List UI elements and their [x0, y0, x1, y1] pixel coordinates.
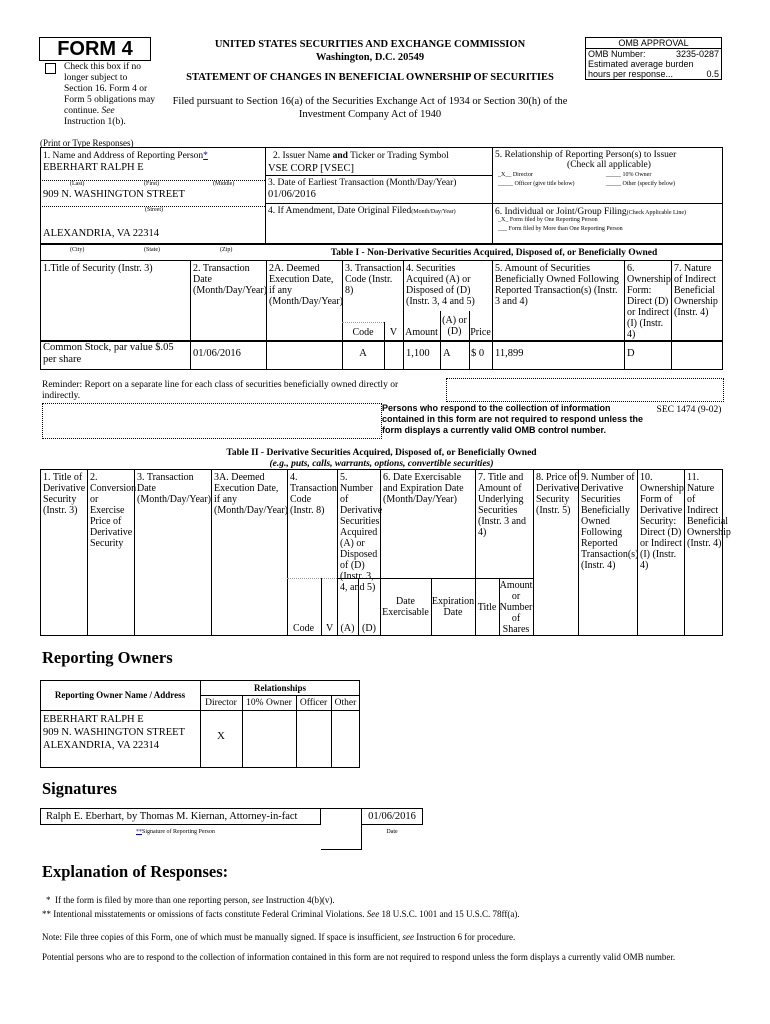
form-title: FORM 4: [39, 37, 151, 61]
t2-h7: 7. Title and Amount of Underlying Securities (Instr. 3 and 4): [478, 472, 527, 538]
t1-h6: 6. Ownership Form: Direct (D) or Indirect (I) (Instr. 4): [627, 263, 671, 340]
city-label: (City): [70, 247, 85, 253]
t2-sub-exer: Date Exercisable: [382, 596, 429, 618]
box2-label: 2. Issuer Name and Ticker or Trading Symbol: [273, 151, 449, 161]
explanation-note-2: ** Intentional misstatements or omissions of facts constitute Federal Criminal Violations. See 18 U.S.C. 1001 and 15 U.S.C. 78ff(a).: [42, 909, 520, 919]
t2-h4: 4. Transaction Code (Instr. 8): [290, 472, 337, 516]
t1-h1: 1.Title of Security (Instr. 3): [43, 263, 153, 274]
t1-h2: 2. Transaction Date (Month/Day/Year): [193, 263, 267, 296]
street-label: (Street): [145, 207, 163, 213]
omb-approval-box: [585, 37, 722, 80]
box3-label: 3. Date of Earliest Transaction (Month/Day/Year): [268, 178, 457, 188]
t2-h3: 3. Transaction Date (Month/Day/Year): [137, 472, 211, 505]
t2-h5: 5. Number of Derivative Securities Acquired (A) or Disposed of (D) (Instr. 3, 4, and 5): [340, 472, 383, 593]
t1-sub-price: Price: [470, 327, 491, 338]
reminder-text: Reminder: Report on a separate line for each class of securities beneficially owned directly or indirectly.: [42, 380, 399, 401]
hours-label: hours per response...: [588, 69, 674, 79]
signature-label: **Signature of Reporting Person: [136, 829, 215, 835]
state-label: (State): [144, 247, 160, 253]
earliest-transaction-date: 01/06/2016: [268, 189, 316, 200]
hours-value: 0.5: [706, 69, 719, 79]
signatures-heading: Signatures: [42, 779, 117, 798]
t1-row-price: $ 0: [471, 348, 485, 359]
date-label: Date: [386, 829, 398, 835]
no-longer-subject-checkbox[interactable]: [45, 63, 56, 74]
t2-sub-v: V: [326, 623, 334, 634]
group-option[interactable]: ___ Form filed by More than One Reporting Person: [498, 226, 623, 232]
filed-pursuant-2: Investment Company Act of 1940: [298, 109, 442, 120]
t2-sub-code: Code: [293, 623, 315, 634]
print-type-note: (Print or Type Responses): [40, 138, 134, 148]
one-person-option[interactable]: _X_ Form filed by One Reporting Person: [498, 217, 598, 223]
burden-label: Estimated average burden: [588, 59, 694, 69]
director-option[interactable]: _X__ Director: [498, 172, 533, 178]
box6-label: 6. Individual or Joint/Group Filing(Check Applicable Line): [495, 207, 686, 217]
explanation-note-4: Potential persons who are to respond to the collection of information contained in this form are not required to respond unless the form displays a currently valid OMB number.: [42, 952, 676, 962]
owner-col-name: Reporting Owner Name / Address: [54, 690, 186, 700]
t1-row-aord: A: [443, 348, 451, 359]
signer-name: Ralph E. Eberhart, by Thomas M. Kiernan, Attorney-in-fact: [46, 811, 298, 822]
t2-h8: 8. Price of Derivative Security (Instr. 5): [536, 472, 579, 516]
table1-title: Table I - Non-Derivative Securities Acquired, Disposed of, or Beneficially Owned: [330, 248, 658, 258]
t1-row-form: D: [627, 348, 635, 359]
explanation-note-3: Note: File three copies of this Form, one of which must be manually signed. If space is insufficient, see Instruction 6 for procedure.: [42, 932, 516, 942]
t1-h2a: 2A. Deemed Execution Date, if any (Month/Day/Year): [269, 263, 343, 307]
t2-h10: 10. Ownership Form of Derivative Security: Direct (D) or Indirect (I) (Instr. 4): [640, 472, 684, 571]
t1-row-owned: 11,899: [495, 348, 524, 359]
table2-title: Table II - Derivative Securities Acquired, Disposed of, or Beneficially Owned: [226, 448, 537, 458]
omb-title: OMB APPROVAL: [586, 38, 721, 49]
agency-location: Washington, D.C. 20549: [315, 52, 425, 63]
reporting-person-city: ALEXANDRIA, VA 22314: [43, 228, 159, 239]
filed-pursuant-1: Filed pursuant to Section 16(a) of the Securities Exchange Act of 1934 or Section 30(h) of the: [172, 96, 568, 107]
owner-col-other: Other: [334, 698, 357, 708]
t2-h2: 2. Conversion or Exercise Price of Derivative Security: [90, 472, 137, 549]
signature-footnote-link[interactable]: **: [136, 829, 142, 835]
table2-subtitle: (e.g., puts, calls, warrants, options, convertible securities): [269, 459, 494, 469]
t1-row-amount: 1,100: [406, 348, 430, 359]
t1-sub-code: Code: [352, 327, 374, 338]
explanation-note-1: * If the form is filed by more than one reporting person, see Instruction 4(b)(v).: [46, 895, 335, 905]
box5-label: 5. Relationship of Reporting Person(s) to Issuer: [495, 150, 677, 160]
t1-row-code: A: [359, 348, 367, 359]
officer-option[interactable]: _____ Officer (give title below): [498, 181, 575, 187]
statement-title: STATEMENT OF CHANGES IN BENEFICIAL OWNERSHIP OF SECURITIES: [186, 72, 554, 83]
reporting-person-name: EBERHART RALPH E: [43, 162, 144, 173]
explanation-heading: Explanation of Responses:: [42, 862, 229, 881]
t2-sub-a: (A): [340, 623, 355, 634]
t1-sub-aord: (A) or (D): [442, 315, 467, 337]
owner-col-director: Director: [205, 698, 237, 708]
ten-pct-owner-option[interactable]: _____ 10% Owner: [606, 172, 652, 178]
t1-row-title: Common Stock, par value $.05 per share: [43, 342, 174, 365]
t2-sub-amount: Amount or Number of Shares: [499, 580, 533, 635]
t2-h1: 1. Title of Derivative Security (Instr. 3): [43, 472, 86, 516]
omb-number: 3235-0287: [675, 49, 719, 59]
box5-sub: (Check all applicable): [567, 160, 651, 170]
t2-h3a: 3A. Deemed Execution Date, if any (Month/Day/Year): [214, 472, 288, 516]
t2-sub-exp: Expiration Date: [431, 596, 475, 618]
sec-code: SEC 1474 (9-02): [656, 405, 722, 415]
t1-h5: 5. Amount of Securities Beneficially Owned Following Reported Transaction(s) (Instr. 3 and 4): [495, 263, 619, 307]
omb-number-label: OMB Number:: [588, 49, 646, 59]
owner-col-relationships: Relationships: [253, 683, 306, 693]
owner-name: EBERHART RALPH E 909 N. WASHINGTON STREET ALEXANDRIA, VA 22314: [43, 714, 185, 751]
t1-h4: 4. Securities Acquired (A) or Disposed of (D) (Instr. 3, 4 and 5): [406, 263, 475, 307]
last-label: (Last): [70, 181, 85, 187]
middle-label: (Middle): [213, 181, 235, 187]
omb-notice: Persons who respond to the collection of information contained in this form are not required to respond unless the form displays a currently valid OMB control number.: [382, 403, 644, 435]
signature-date: 01/06/2016: [368, 811, 416, 822]
t1-sub-v: V: [389, 327, 398, 338]
footnote-link[interactable]: *: [203, 151, 208, 161]
t1-row-date: 01/06/2016: [193, 348, 241, 359]
t2-h11: 11. Nature of Indirect Beneficial Ownership (Instr. 4): [687, 472, 731, 549]
owner-col-10pct: 10% Owner: [246, 698, 292, 708]
t1-h7: 7. Nature of Indirect Beneficial Ownership (Instr. 4): [674, 263, 718, 318]
t2-h6: 6. Date Exercisable and Expiration Date (Month/Day/Year): [383, 472, 464, 505]
box1-label: 1. Name and Address of Reporting Person*: [43, 151, 208, 161]
first-label: (First): [144, 181, 159, 187]
t2-h9: 9. Number of Derivative Securities Beneficially Owned Following Reported Transaction(s) (Instr. 4): [581, 472, 639, 571]
zip-label: (Zip): [220, 247, 233, 253]
owner-director-mark: X: [217, 730, 225, 742]
box4-label: 4. If Amendment, Date Original Filed(Month/Day/Year): [268, 206, 456, 216]
checkbox-text: Check this box if no longer subject to Section 16. Form 4 or Form 5 obligations may continue. See Instruction 1(b).: [64, 62, 156, 127]
t1-sub-amount: Amount: [405, 327, 438, 338]
reporting-owners-heading: Reporting Owners: [42, 648, 173, 667]
reporting-person-street: 909 N. WASHINGTON STREET: [43, 189, 185, 200]
other-option[interactable]: _____ Other (specify below): [606, 181, 676, 187]
t2-sub-title: Title: [477, 602, 497, 613]
issuer-name: VSE CORP [VSEC]: [268, 163, 354, 174]
t1-h3: 3. Transaction Code (Instr. 8): [345, 263, 402, 296]
t2-sub-d: (D): [362, 623, 376, 634]
owner-col-officer: Officer: [299, 698, 328, 708]
agency-name: UNITED STATES SECURITIES AND EXCHANGE COMMISSION: [214, 39, 526, 50]
